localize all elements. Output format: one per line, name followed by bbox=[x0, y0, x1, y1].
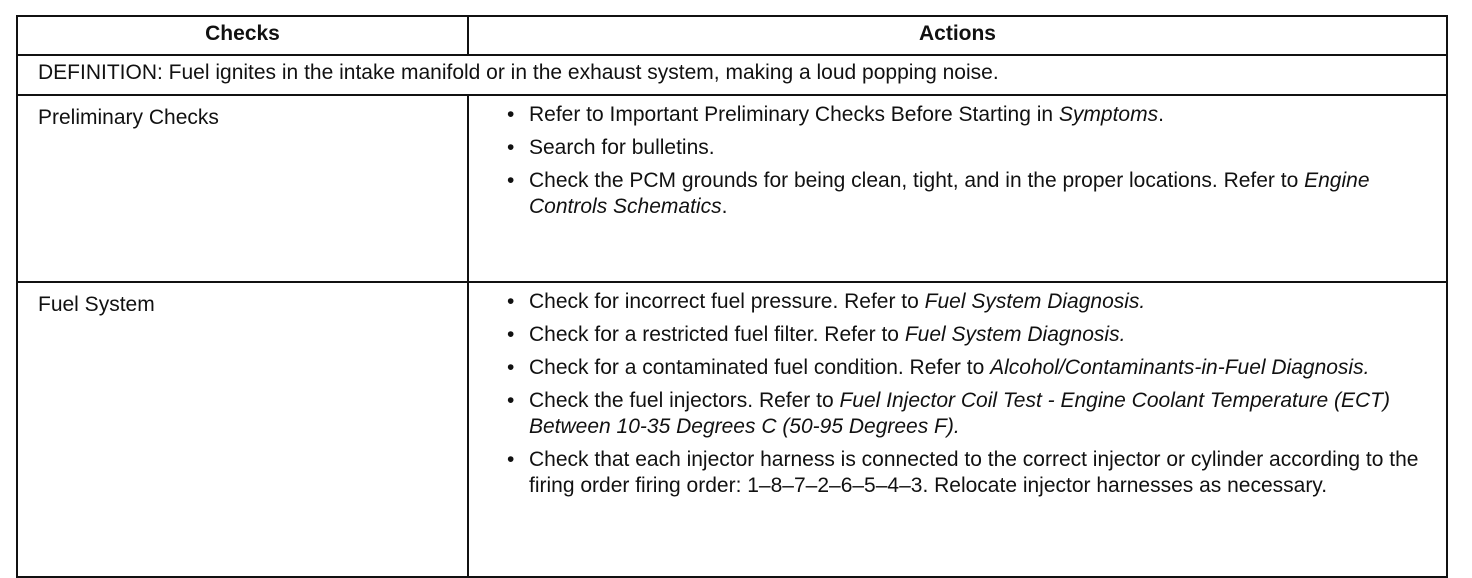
action-text: Refer to Important Preliminary Checks Before Starting in bbox=[529, 103, 1059, 126]
check-label-fuel-system: Fuel System bbox=[17, 282, 468, 577]
bullet-icon: • bbox=[507, 169, 515, 192]
list-item bbox=[469, 388, 1436, 440]
action-text: Search for bulletins. bbox=[529, 136, 715, 159]
action-text: Check the PCM grounds for being clean, tight, and in the proper locations. Refer to bbox=[529, 169, 1305, 192]
action-list bbox=[469, 102, 1436, 220]
check-label-preliminary: Preliminary Checks bbox=[17, 95, 468, 282]
list-item bbox=[469, 289, 1436, 315]
bullet-icon: • bbox=[507, 448, 515, 471]
diagnostic-table-container bbox=[16, 15, 1446, 578]
bullet-icon: • bbox=[507, 136, 515, 159]
definition-row bbox=[17, 55, 1447, 95]
action-tail: . bbox=[1158, 103, 1164, 126]
action-list bbox=[469, 289, 1436, 499]
list-item bbox=[469, 102, 1436, 128]
bullet-icon: • bbox=[507, 389, 515, 412]
bullet-icon: • bbox=[507, 323, 515, 346]
reference-text: Symptoms bbox=[1058, 103, 1159, 126]
list-item bbox=[469, 355, 1436, 381]
action-text: Check for a contaminated fuel condition. Refer to bbox=[529, 356, 991, 379]
header-actions: Actions bbox=[468, 16, 1447, 55]
diagnostic-table bbox=[16, 15, 1448, 578]
reference-text: Fuel System Diagnosis. bbox=[924, 290, 1146, 313]
bullet-icon: • bbox=[507, 290, 515, 313]
list-item bbox=[469, 135, 1436, 161]
bullet-icon: • bbox=[507, 103, 515, 126]
action-text: Check for incorrect fuel pressure. Refer to bbox=[529, 290, 925, 313]
header-row bbox=[17, 16, 1447, 55]
reference-text: Fuel Injector Coil Test - Engine Coolant Temperature (ECT) Between 10-35 Degrees C (50-95 Degrees F). bbox=[529, 389, 1391, 438]
reference-text: Engine Controls Schematics bbox=[529, 169, 1370, 218]
actions-cell-fuel-system bbox=[468, 282, 1447, 577]
bullet-icon: • bbox=[507, 356, 515, 379]
list-item bbox=[469, 447, 1436, 499]
reference-text: Alcohol/Contaminants-in-Fuel Diagnosis. bbox=[990, 356, 1370, 379]
action-text: Check that each injector harness is connected to the correct injector or cylinder according to the firing order firing order: 1–8–7–2–6–5–4–3. Relocate injector harnesses as necessary. bbox=[529, 448, 1419, 497]
table-row bbox=[17, 95, 1447, 282]
list-item bbox=[469, 168, 1436, 220]
action-tail: . bbox=[721, 195, 728, 218]
action-text: Check for a restricted fuel filter. Refer to bbox=[529, 323, 905, 346]
actions-cell-preliminary bbox=[468, 95, 1447, 282]
action-text: Check the fuel injectors. Refer to bbox=[529, 389, 840, 412]
definition-text: DEFINITION: Fuel ignites in the intake manifold or in the exhaust system, making a loud popping noise. bbox=[17, 55, 1447, 95]
reference-text: Fuel System Diagnosis. bbox=[904, 323, 1126, 346]
list-item bbox=[469, 322, 1436, 348]
header-checks: Checks bbox=[17, 16, 468, 55]
table-row bbox=[17, 282, 1447, 577]
